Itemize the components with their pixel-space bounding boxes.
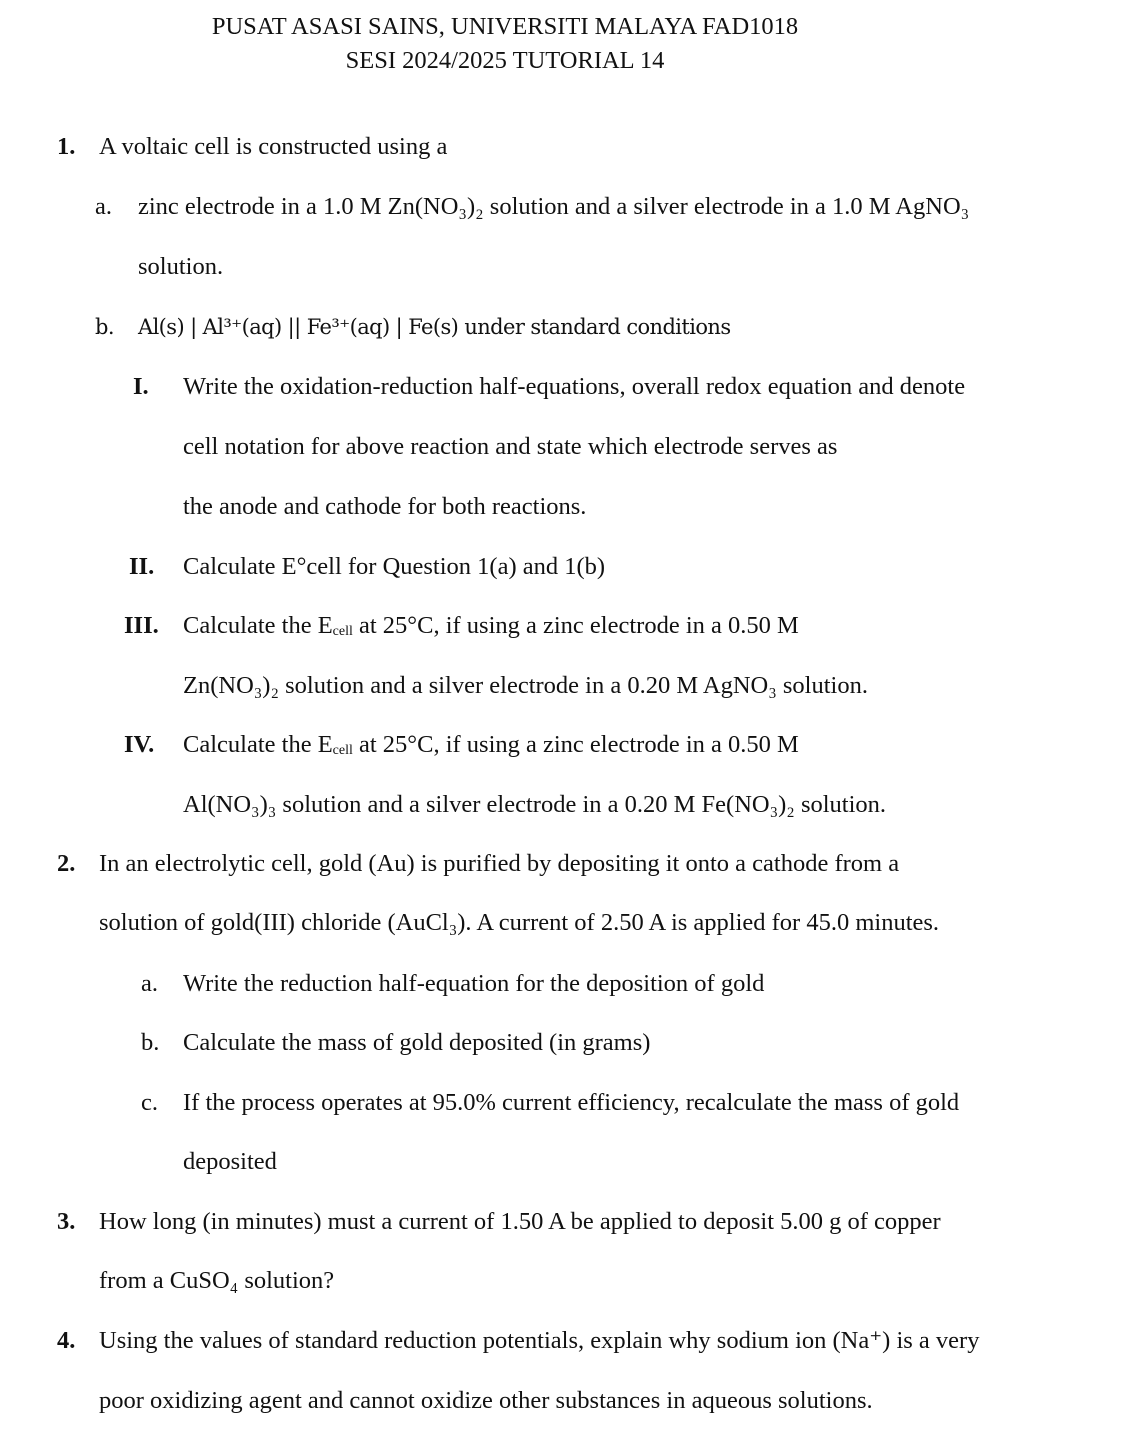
- q1-part-II-line-1: Calculate E°cell for Question 1(a) and 1(b): [183, 553, 606, 580]
- subscript: cell: [332, 624, 353, 639]
- q1a-label: a.: [95, 193, 112, 220]
- q1a-text-line-1: zinc electrode in a 1.0 M Zn(NO₃)₂ solution and a silver electrode in a 1.0 M AgNO₃: [138, 193, 970, 220]
- q1-part-I-line-3: the anode and cathode for both reactions.: [183, 493, 587, 520]
- q2a-label: a.: [141, 970, 158, 997]
- q1b-label: b.: [95, 315, 114, 339]
- q1-part-IV-line-1: [183, 730, 799, 766]
- q2a-text: Write the reduction half-equation for the deposition of gold: [183, 970, 765, 997]
- q1-part-I-line-1: Write the oxidation-reduction half-equations, overall redox equation and denote: [183, 373, 966, 400]
- q1-part-III-label: III.: [124, 612, 159, 639]
- text: Calculate the E: [183, 612, 333, 639]
- question-3-line-1: How long (in minutes) must a current of 1.50 A be applied to deposit 5.00 g of copper: [99, 1208, 941, 1235]
- question-2-line-2: solution of gold(III) chloride (AuCl₃). A current of 2.50 A is applied for 45.0 minutes.: [99, 909, 940, 936]
- q1-part-IV-label: IV.: [124, 731, 155, 758]
- q2c-text-line-1: If the process operates at 95.0% current efficiency, recalculate the mass of gold: [183, 1089, 960, 1116]
- subscript: cell: [332, 743, 353, 758]
- text: at 25°C, if using a zinc electrode in a 0.50 M: [352, 612, 799, 639]
- question-4-line-2: poor oxidizing agent and cannot oxidize other substances in aqueous solutions.: [99, 1387, 873, 1414]
- question-1-stem: A voltaic cell is constructed using a: [99, 133, 448, 160]
- text: Calculate the E: [183, 731, 333, 758]
- q2c-text-line-2: deposited: [183, 1148, 277, 1175]
- q1-part-III-line-1: [183, 611, 799, 647]
- question-3-number: 3.: [57, 1208, 76, 1235]
- q1-part-II-label: II.: [129, 553, 155, 580]
- question-2-line-1: In an electrolytic cell, gold (Au) is purified by depositing it onto a cathode from a: [99, 850, 900, 877]
- q2c-label: c.: [141, 1089, 158, 1116]
- q1b-cell-notation: Al(s) | Al³⁺(aq) || Fe³⁺(aq) | Fe(s) under standard conditions: [138, 315, 731, 339]
- text: at 25°C, if using a zinc electrode in a 0.50 M: [352, 731, 799, 758]
- question-3-line-2: from a CuSO₄ solution?: [99, 1267, 335, 1294]
- q1a-text-line-2: solution.: [138, 253, 224, 280]
- q1-part-I-line-2: cell notation for above reaction and state which electrode serves as: [183, 433, 838, 460]
- question-1-number: 1.: [57, 133, 76, 160]
- question-2-number: 2.: [57, 850, 76, 877]
- q2b-text: Calculate the mass of gold deposited (in grams): [183, 1029, 651, 1056]
- question-4-line-1: Using the values of standard reduction potentials, explain why sodium ion (Na⁺) is a very: [99, 1327, 980, 1354]
- q1-part-IV-line-2: Al(NO₃)₃ solution and a silver electrode in a 0.20 M Fe(NO₃)₂ solution.: [183, 791, 887, 818]
- q2b-label: b.: [141, 1029, 160, 1056]
- q1-part-III-line-2: Zn(NO₃)₂ solution and a silver electrode in a 0.20 M AgNO₃ solution.: [183, 672, 868, 699]
- header-line-1: PUSAT ASASI SAINS, UNIVERSITI MALAYA FAD1018: [211, 13, 799, 40]
- question-4-number: 4.: [57, 1327, 76, 1354]
- q1-part-I-label: I.: [133, 373, 149, 400]
- header-line-2: SESI 2024/2025 TUTORIAL 14: [345, 47, 665, 74]
